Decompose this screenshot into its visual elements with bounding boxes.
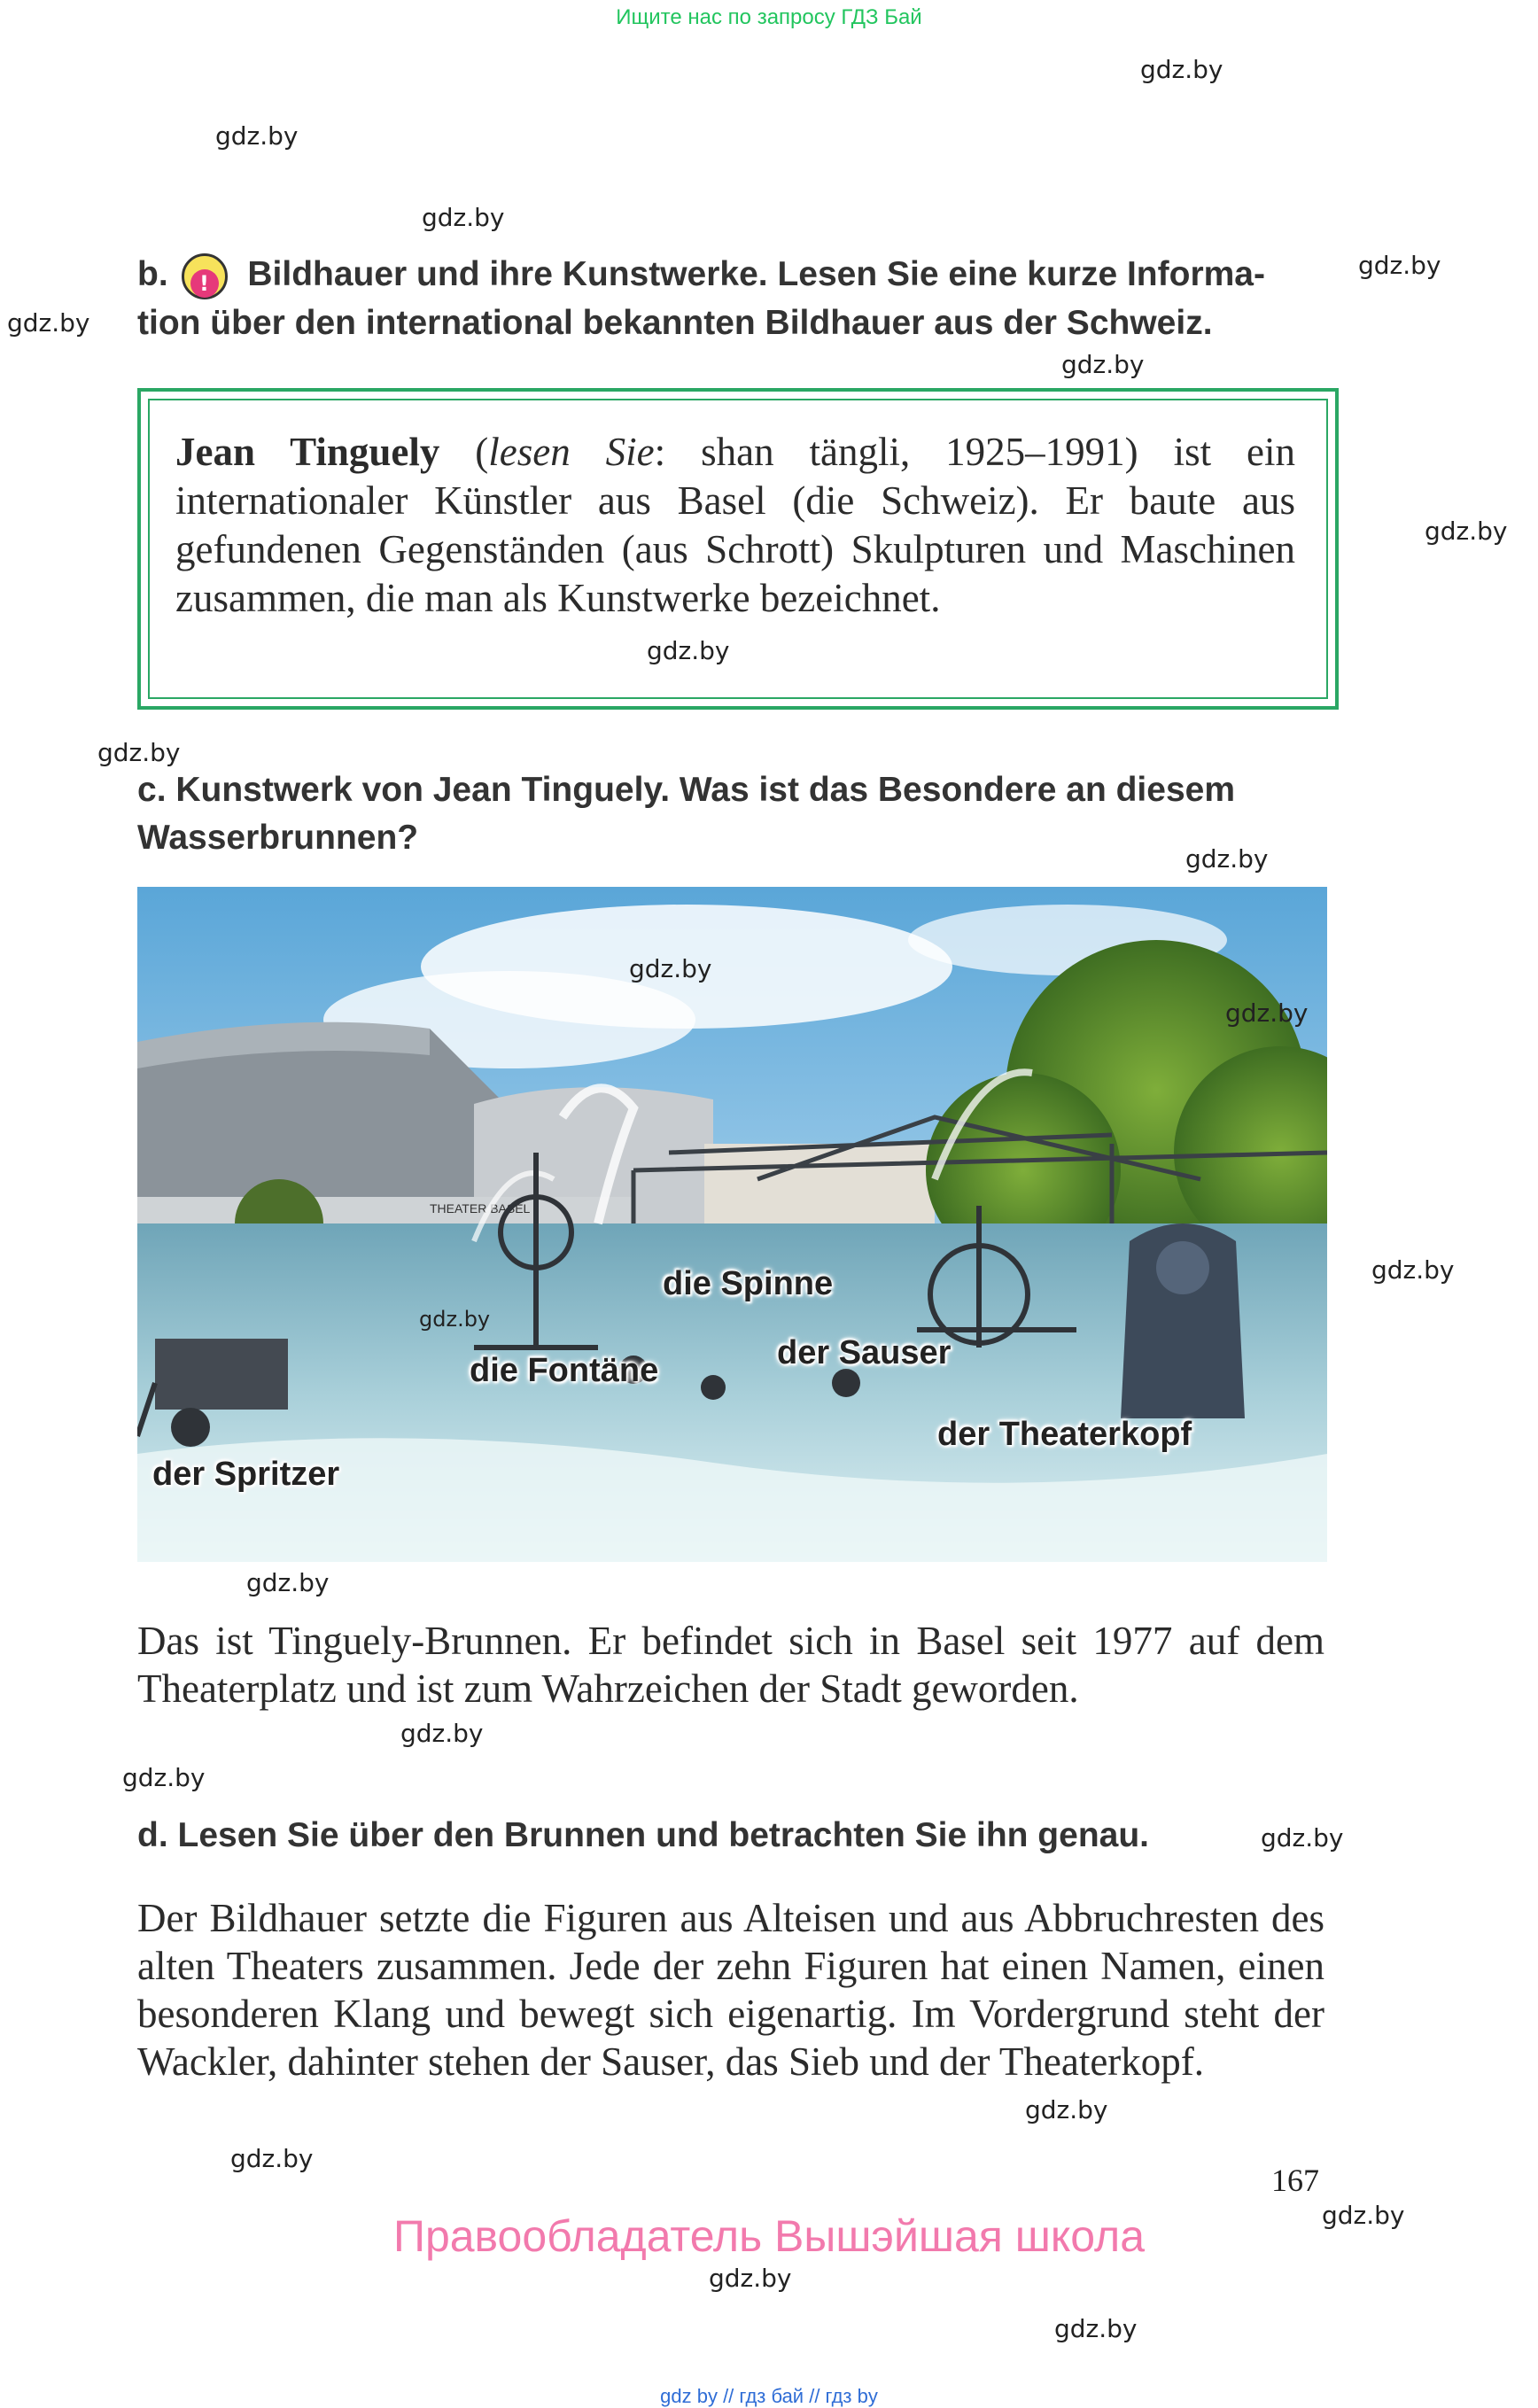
paren: ( xyxy=(439,430,489,474)
artist-name: Jean Tinguely xyxy=(175,430,440,474)
watermark: gdz.by xyxy=(97,738,181,767)
label-fontaene: die Fontäne xyxy=(470,1352,659,1389)
watermark: gdz.by xyxy=(1225,998,1309,1028)
label-spritzer: der Spritzer xyxy=(152,1456,340,1493)
section-b-line1: Bildhauer und ihre Kunstwerke. Lesen Sie eine kurze Informa- xyxy=(247,255,1265,293)
watermark: gdz.by xyxy=(1185,844,1269,874)
paragraph-fountain: Das ist Tinguely-Brunnen. Er befindet sich in Basel seit 1977 auf dem Theaterplatz und ist zum Wahrzeichen der Stadt geworden. xyxy=(137,1619,1324,1711)
watermark: gdz.by xyxy=(7,308,90,338)
watermark: gdz.by xyxy=(400,1719,484,1748)
watermark: gdz.by xyxy=(230,2144,314,2173)
footer-links[interactable]: gdz by // гдз бай // гдз by xyxy=(660,2385,878,2407)
info-box-text xyxy=(175,428,1295,623)
watermark: gdz.by xyxy=(422,203,505,232)
watermark: gdz.by xyxy=(1322,2201,1405,2230)
watermark: gdz.by xyxy=(629,954,712,983)
float-ball xyxy=(832,1369,860,1397)
watermark: gdz.by xyxy=(1140,55,1223,84)
fountain-photo xyxy=(137,887,1327,1562)
section-c-line1: c. Kunstwerk von Jean Tinguely. Was ist das Besondere an diesem xyxy=(137,771,1236,809)
label-sauser: der Sauser xyxy=(777,1334,952,1371)
exclamation-icon: ! xyxy=(182,253,228,299)
section-b-line2: tion über den international bekannten Bildhauer aus der Schweiz. xyxy=(137,304,1213,342)
paragraph-sculptor: Der Bildhauer setzte die Figuren aus Alteisen und aus Abbruchresten des alten Theaters zusammen. Jede der zehn Figuren hat einen Namen, einen besonderen Klang und bewegt sich eigenartig. Im Vordergrund steht der Wackler, dahinter stehen der Sauser, das Sieb und der Theaterkopf. xyxy=(137,1896,1324,2084)
watermark: gdz.by xyxy=(215,121,299,151)
watermark: gdz.by xyxy=(1261,1823,1344,1853)
section-c-heading xyxy=(137,766,1329,862)
copyright-notice: Правообладатель Вышэйшая школа xyxy=(393,2211,1145,2261)
watermark: gdz.by xyxy=(647,636,730,665)
label-spinne: die Spinne xyxy=(663,1265,834,1302)
watermark: gdz.by xyxy=(246,1568,330,1597)
page-number: 167 xyxy=(1271,2163,1319,2198)
top-banner[interactable]: Ищите нас по запросу ГДЗ Бай xyxy=(616,5,922,29)
watermark: gdz.by xyxy=(1425,517,1508,546)
section-b-heading xyxy=(137,251,1329,347)
watermark: gdz.by xyxy=(122,1763,206,1792)
watermark: gdz.by xyxy=(1061,350,1145,379)
watermark: gdz.by xyxy=(1371,1255,1455,1285)
info-rest: : shan tängli, 1925–1991) ist ein internationaler Künstler aus Basel (die Schweiz). Er baute aus gefundenen Gegenständen (aus Schrott) Skulpturen und Maschinen zusammen, die man als Kunstwerke bezeichnet. xyxy=(175,430,1296,620)
section-d-heading: d. Lesen Sie über den Brunnen und betrachten Sie ihn genau. xyxy=(137,1816,1149,1854)
watermark: gdz.by xyxy=(419,1307,491,1332)
watermark: gdz.by xyxy=(709,2264,792,2293)
float-ball xyxy=(701,1375,726,1400)
theater-sign: THEATER BASEL xyxy=(430,1201,531,1216)
section-b-letter: b. xyxy=(137,255,168,293)
watermark: gdz.by xyxy=(1054,2314,1138,2343)
section-c-line2: Wasserbrunnen? xyxy=(137,819,419,857)
watermark: gdz.by xyxy=(1358,251,1441,280)
label-theaterkopf: der Theaterkopf xyxy=(937,1416,1192,1453)
pronunciation-hint: lesen Sie xyxy=(488,430,655,474)
sculpture-theaterkopf xyxy=(1121,1223,1245,1418)
watermark: gdz.by xyxy=(1025,2095,1108,2124)
